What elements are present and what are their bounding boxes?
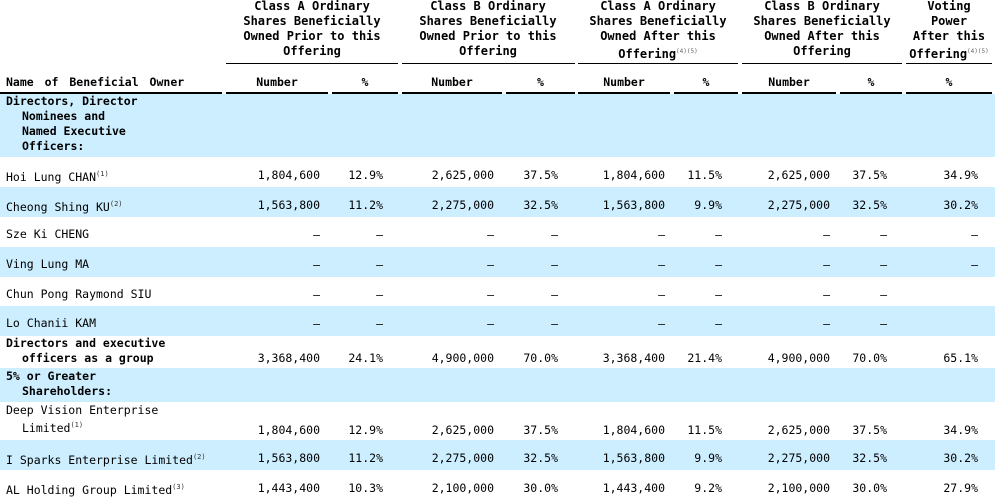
row-name	[6, 403, 158, 436]
row-name	[6, 316, 96, 331]
table-row	[0, 247, 995, 277]
cell-b-number: 2,625,000	[431, 423, 494, 437]
cell-voting-power: 27.9%	[943, 481, 978, 495]
group-row-label-line: officers as a group	[22, 351, 154, 365]
cell-a-percent: 12.9%	[348, 168, 383, 182]
cell-a-percent: —	[376, 258, 383, 272]
cell-a-number: —	[313, 288, 320, 302]
row-name-line	[6, 418, 158, 436]
col-a-percent: %	[361, 75, 369, 89]
cell-a-percent: 11.2%	[348, 198, 383, 212]
cell-a-number: 1,804,600	[257, 423, 320, 437]
row-name-text: Cheong Shing KU	[6, 199, 110, 214]
group-ba-percent: 70.0%	[852, 351, 887, 365]
cell-b-percent: —	[551, 317, 558, 331]
cell-a-percent: —	[376, 228, 383, 242]
table-row	[0, 470, 995, 504]
header-line: Voting	[927, 0, 971, 13]
row-name-text: Limited	[22, 420, 71, 435]
row-name-text: Chun Pong Raymond SIU	[6, 287, 152, 301]
header-line-text: Offering	[618, 47, 677, 61]
section-title-line: Officers:	[22, 139, 85, 153]
col-b-number: Number	[431, 75, 473, 89]
header-line: Shares Beneficially	[753, 14, 891, 28]
header-rule	[402, 63, 575, 64]
name-column-header: Name of Beneficial Owner	[6, 75, 185, 89]
cell-voting-power: —	[971, 258, 978, 272]
footnote-ref: (1)	[70, 421, 84, 429]
header-rule	[742, 63, 902, 64]
col-ba-percent: %	[867, 75, 875, 89]
cell-ba-number: —	[823, 258, 830, 272]
section-directors	[0, 94, 995, 157]
cell-aa-number: 1,443,400	[602, 481, 665, 495]
cell-aa-percent: 9.2%	[694, 481, 722, 495]
cell-b-number: —	[487, 228, 494, 242]
cell-ba-percent: —	[880, 228, 887, 242]
row-name	[6, 227, 89, 242]
cell-ba-percent: 32.5%	[852, 451, 887, 465]
cell-ba-number: 2,100,000	[767, 481, 830, 495]
col-a-number: Number	[256, 75, 298, 89]
header-line: Offering	[459, 44, 517, 58]
cell-b-percent: 32.5%	[523, 198, 558, 212]
group-aa-percent: 21.4%	[687, 351, 722, 365]
table-row	[0, 187, 995, 217]
header-class-a-after	[578, 0, 738, 62]
footnote-ref: (3)	[172, 483, 185, 491]
cell-b-number: 2,625,000	[431, 168, 494, 182]
cell-aa-number: 1,563,800	[602, 451, 665, 465]
group-b-percent: 70.0%	[523, 351, 558, 365]
cell-a-percent: —	[376, 288, 383, 302]
col-b-percent: %	[537, 75, 544, 89]
cell-a-percent: 12.9%	[348, 423, 383, 437]
group-row	[0, 336, 995, 368]
cell-b-percent: 30.0%	[523, 481, 558, 495]
cell-ba-percent: 37.5%	[852, 423, 887, 437]
section-title-line: 5% or Greater	[6, 369, 97, 383]
table-row	[0, 306, 995, 336]
cell-aa-number: —	[658, 288, 665, 302]
row-name-line	[6, 403, 158, 418]
header-voting-power	[904, 0, 994, 62]
header-line: After this	[912, 29, 986, 43]
cell-aa-percent: —	[715, 288, 722, 302]
section-title-line: Named Executive	[22, 124, 126, 138]
row-name	[6, 167, 109, 185]
col-vp-percent: %	[945, 75, 953, 89]
header-line: Class B Ordinary	[430, 0, 546, 13]
cell-ba-number: —	[823, 288, 830, 302]
cell-voting-power: 34.9%	[943, 168, 978, 182]
cell-a-number: —	[313, 317, 320, 331]
row-name	[6, 197, 123, 215]
cell-b-percent: 37.5%	[523, 168, 558, 182]
cell-voting-power: 30.2%	[943, 198, 978, 212]
group-voting-power: 65.1%	[943, 351, 978, 365]
group-ba-number: 4,900,000	[767, 351, 830, 365]
footnote-ref: (2)	[109, 200, 123, 208]
cell-ba-number: —	[823, 228, 830, 242]
group-a-number: 3,368,400	[257, 351, 320, 365]
header-line: Shares Beneficially	[589, 14, 727, 28]
header-rule	[226, 63, 398, 64]
col-aa-number: Number	[603, 75, 645, 89]
header-line: Class B Ordinary	[764, 0, 880, 13]
group-row-label	[6, 336, 165, 366]
table-row	[0, 277, 995, 307]
cell-b-percent: —	[551, 288, 558, 302]
cell-b-percent: 37.5%	[523, 423, 558, 437]
cell-a-percent: 11.2%	[348, 451, 383, 465]
header-line: Offering	[283, 44, 341, 58]
header-line: Owned Prior to this	[419, 29, 557, 43]
header-line: Owned After this	[764, 29, 880, 43]
header-class-b-prior	[401, 0, 575, 59]
cell-ba-percent: 30.0%	[852, 481, 887, 495]
row-name-text: Deep Vision Enterprise	[6, 403, 159, 417]
header-line: Shares Beneficially	[243, 14, 381, 28]
cell-b-number: —	[487, 258, 494, 272]
cell-a-percent: —	[376, 317, 383, 331]
cell-aa-percent: 11.5%	[687, 423, 722, 437]
cell-a-number: 1,563,800	[257, 198, 320, 212]
header-rule	[906, 63, 992, 64]
section-title	[6, 369, 112, 399]
table-row	[0, 157, 995, 187]
group-row-label-line: Directors and executive	[6, 336, 166, 350]
section-title-line: Nominees and	[22, 109, 106, 123]
row-name-text: Hoi Lung CHAN	[6, 169, 97, 184]
header-line	[904, 44, 994, 62]
cell-aa-percent: —	[715, 317, 722, 331]
section-title-line: Shareholders:	[22, 384, 113, 398]
header-line: Owned Prior to this	[243, 29, 381, 43]
cell-ba-percent: —	[880, 288, 887, 302]
row-name-line	[6, 450, 206, 468]
cell-a-number: —	[313, 258, 320, 272]
row-name	[6, 287, 151, 302]
cell-aa-number: —	[658, 258, 665, 272]
cell-ba-percent: —	[880, 258, 887, 272]
cell-aa-percent: —	[715, 258, 722, 272]
header-line: Power	[930, 14, 968, 28]
table-row	[0, 440, 995, 470]
footnote-ref: (4)(5)	[967, 48, 989, 55]
footnote-ref: (2)	[192, 453, 206, 461]
cell-aa-number: 1,804,600	[602, 168, 665, 182]
group-aa-number: 3,368,400	[602, 351, 665, 365]
cell-ba-number: 2,275,000	[767, 198, 830, 212]
section-title	[6, 94, 138, 154]
cell-b-number: 2,275,000	[431, 198, 494, 212]
cell-a-number: 1,443,400	[257, 481, 320, 495]
cell-aa-number: —	[658, 228, 665, 242]
row-name-text: Ving Lung MA	[6, 257, 90, 271]
row-name-text: Lo Chanii KAM	[6, 316, 97, 330]
cell-voting-power: 34.9%	[943, 423, 978, 437]
cell-aa-percent: 9.9%	[694, 198, 722, 212]
cell-aa-number: 1,563,800	[602, 198, 665, 212]
cell-aa-percent: —	[715, 228, 722, 242]
col-aa-percent: %	[702, 75, 710, 89]
cell-b-percent: —	[551, 258, 558, 272]
cell-b-percent: 32.5%	[523, 451, 558, 465]
cell-b-number: —	[487, 317, 494, 331]
cell-aa-number: 1,804,600	[602, 423, 665, 437]
cell-voting-power: —	[971, 228, 978, 242]
cell-aa-percent: 9.9%	[694, 451, 722, 465]
row-name-text: Sze Ki CHENG	[6, 227, 90, 241]
cell-b-number: —	[487, 288, 494, 302]
col-ba-number: Number	[768, 75, 810, 89]
cell-a-number: —	[313, 228, 320, 242]
header-line: Shares Beneficially	[419, 14, 557, 28]
row-name-text: AL Holding Group Limited	[6, 482, 173, 497]
table-row	[0, 217, 995, 247]
cell-b-percent: —	[551, 228, 558, 242]
header-class-b-after	[742, 0, 902, 59]
header-line: Owned After this	[600, 29, 716, 43]
row-name	[6, 480, 185, 498]
header-line	[578, 44, 738, 62]
cell-b-number: 2,275,000	[431, 451, 494, 465]
cell-ba-percent: 37.5%	[852, 168, 887, 182]
row-name-text: I Sparks Enterprise Limited	[6, 452, 193, 467]
section-shareholders	[0, 368, 995, 402]
header-class-a-prior	[226, 0, 398, 59]
header-line-text: Offering	[909, 47, 968, 61]
cell-a-number: 1,563,800	[257, 451, 320, 465]
row-name	[6, 450, 206, 468]
cell-ba-percent: 32.5%	[852, 198, 887, 212]
header-line: Class A Ordinary	[600, 0, 716, 13]
header-rule	[578, 63, 738, 64]
cell-a-number: 1,804,600	[257, 168, 320, 182]
footnote-ref: (4)(5)	[676, 48, 698, 55]
section-title-line: Directors, Director	[6, 94, 138, 108]
row-name-line	[6, 480, 185, 498]
cell-a-percent: 10.3%	[348, 481, 383, 495]
header-line: Offering	[793, 44, 851, 58]
cell-ba-number: —	[823, 317, 830, 331]
cell-voting-power: 30.2%	[943, 451, 978, 465]
cell-ba-number: 2,275,000	[767, 451, 830, 465]
group-b-number: 4,900,000	[431, 351, 494, 365]
cell-ba-number: 2,625,000	[767, 423, 830, 437]
group-a-percent: 24.1%	[348, 351, 383, 365]
footnote-ref: (1)	[96, 170, 109, 178]
cell-aa-number: —	[658, 317, 665, 331]
cell-aa-percent: 11.5%	[687, 168, 722, 182]
row-name	[6, 257, 89, 272]
header-line: Class A Ordinary	[254, 0, 370, 13]
cell-ba-percent: —	[880, 317, 887, 331]
cell-b-number: 2,100,000	[431, 481, 494, 495]
table-row	[0, 402, 995, 440]
cell-ba-number: 2,625,000	[767, 168, 830, 182]
